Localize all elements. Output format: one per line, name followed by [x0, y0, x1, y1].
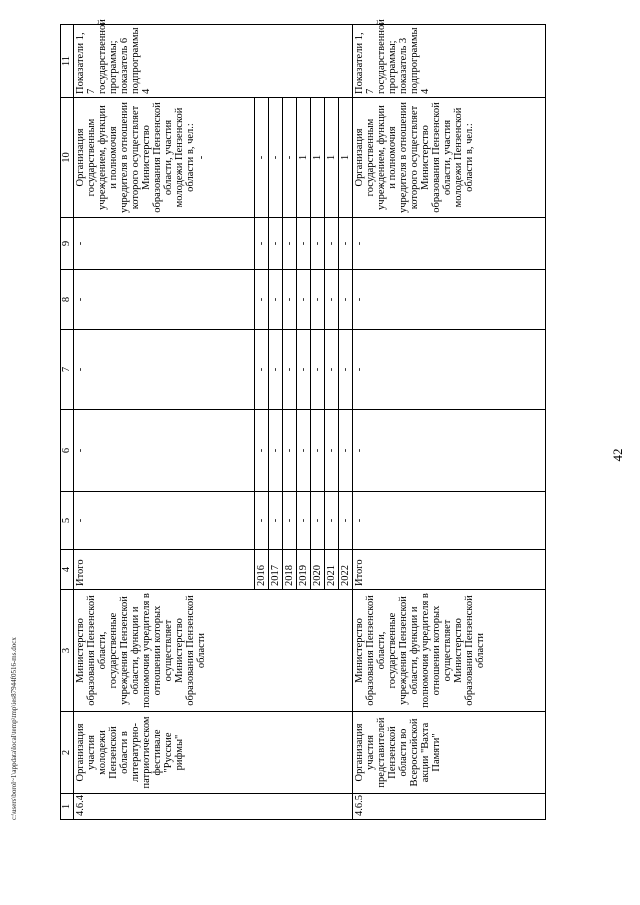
value-cell: -	[339, 270, 353, 330]
total-label: Итого	[74, 550, 255, 590]
value-cell: -	[339, 492, 353, 550]
value-cell: -	[74, 492, 255, 550]
value-cell: -	[353, 492, 546, 550]
col-header: 6	[61, 410, 74, 492]
col-header: 7	[61, 330, 74, 410]
col-header: 3	[61, 590, 74, 712]
executor: Министерство образования Пензенской области, государственные учреждения Пензенской области, функции и полномочия учредителя в отношении которых осуществляет Министерство образования Пензенской области	[74, 590, 353, 712]
value-cell: -	[353, 270, 546, 330]
col-header: 11	[61, 25, 74, 98]
result-value: 1	[339, 98, 353, 218]
value-cell: -	[283, 330, 297, 410]
value-cell: -	[297, 270, 311, 330]
value-cell: -	[311, 492, 325, 550]
value-cell: -	[325, 330, 339, 410]
year-label: 2016	[255, 550, 269, 590]
value-cell: -	[311, 410, 325, 492]
year-label: 2017	[269, 550, 283, 590]
year-label: 2019	[297, 550, 311, 590]
executor: Министерство образования Пензенской области, государственные учреждения Пензенской области, функции и полномочия учредителя в отношении которых осуществляет Министерство образования Пензенской области	[353, 590, 546, 712]
col-header: 9	[61, 218, 74, 270]
col-header: 5	[61, 492, 74, 550]
value-cell: -	[269, 410, 283, 492]
value-cell: -	[311, 218, 325, 270]
value-cell: -	[255, 330, 269, 410]
value-cell: -	[325, 218, 339, 270]
value-cell: -	[269, 218, 283, 270]
value-cell: -	[311, 330, 325, 410]
value-cell: -	[269, 492, 283, 550]
value-cell: -	[353, 330, 546, 410]
value-cell: -	[353, 218, 546, 270]
year-label: 2018	[283, 550, 297, 590]
value-cell: -	[74, 270, 255, 330]
value-cell: -	[255, 270, 269, 330]
value-cell: -	[283, 410, 297, 492]
value-cell: -	[255, 492, 269, 550]
indicator: Показатели 1, 7 государственной программы; показатель 3 подпрограммы 4	[353, 25, 546, 98]
value-cell: -	[74, 410, 255, 492]
result-value: -	[269, 98, 283, 218]
result-value: 1	[311, 98, 325, 218]
result-description: Организация государственным учреждением, функции и полномочия учредителя в отношении которого осуществляет Министерство образования Пензенской области, участия молодежи Пензенской области в, чел.:	[75, 102, 196, 213]
value-cell: -	[325, 492, 339, 550]
table-row	[74, 25, 255, 820]
value-cell: -	[255, 410, 269, 492]
result-value: -	[196, 155, 207, 160]
col-header: 1	[61, 794, 74, 820]
value-cell: -	[311, 270, 325, 330]
value-cell: -	[297, 330, 311, 410]
table-row	[353, 25, 546, 820]
row-number: 4.6.4	[74, 794, 353, 820]
row-number: 4.6.5	[353, 794, 546, 820]
value-cell: -	[297, 410, 311, 492]
year-label: 2020	[311, 550, 325, 590]
result-value: -	[255, 98, 269, 218]
value-cell: -	[269, 330, 283, 410]
file-path: c:\users\borol~1\appdata\local\temp\tmp\ies87944f0516-ms.docx	[10, 637, 18, 820]
value-cell: -	[74, 330, 255, 410]
indicator: Показатели 1, 7 государственной программы; показатель 6 подпрограммы 4	[74, 25, 353, 98]
col-header: 4	[61, 550, 74, 590]
value-cell: -	[255, 218, 269, 270]
program-table	[60, 19, 546, 820]
value-cell: -	[283, 270, 297, 330]
value-cell: -	[339, 410, 353, 492]
value-cell: -	[297, 218, 311, 270]
measure-name: Организация участия представителей Пензенской области во Всероссийской акции "Вахта Памяти"	[353, 712, 546, 794]
value-cell: -	[297, 492, 311, 550]
col-header: 8	[61, 270, 74, 330]
measure-name: Организация участия молодежи Пензенской области в литературно-патриотическом фестивале "Русские рифмы"	[74, 712, 353, 794]
col-header: 2	[61, 712, 74, 794]
year-label: 2022	[339, 550, 353, 590]
total-label: Итого	[353, 550, 546, 590]
value-cell: -	[325, 410, 339, 492]
value-cell: -	[283, 492, 297, 550]
value-cell: -	[353, 410, 546, 492]
value-cell: -	[339, 330, 353, 410]
page-number: 42	[610, 448, 625, 462]
result-value: -	[283, 98, 297, 218]
result-value: 1	[297, 98, 311, 218]
result-value: 1	[325, 98, 339, 218]
result-description: Организация государственным учреждением, функции и полномочия учредителя в отношении которого осуществляет Министерство образования Пензенской области, участия молодежи Пензенской области в, чел.:	[353, 98, 546, 218]
value-cell: -	[74, 218, 255, 270]
year-label: 2021	[325, 550, 339, 590]
header-row	[61, 25, 74, 820]
col-header: 10	[61, 98, 74, 218]
value-cell: -	[339, 218, 353, 270]
value-cell: -	[269, 270, 283, 330]
value-cell: -	[283, 218, 297, 270]
result-text	[74, 98, 255, 218]
value-cell: -	[325, 270, 339, 330]
